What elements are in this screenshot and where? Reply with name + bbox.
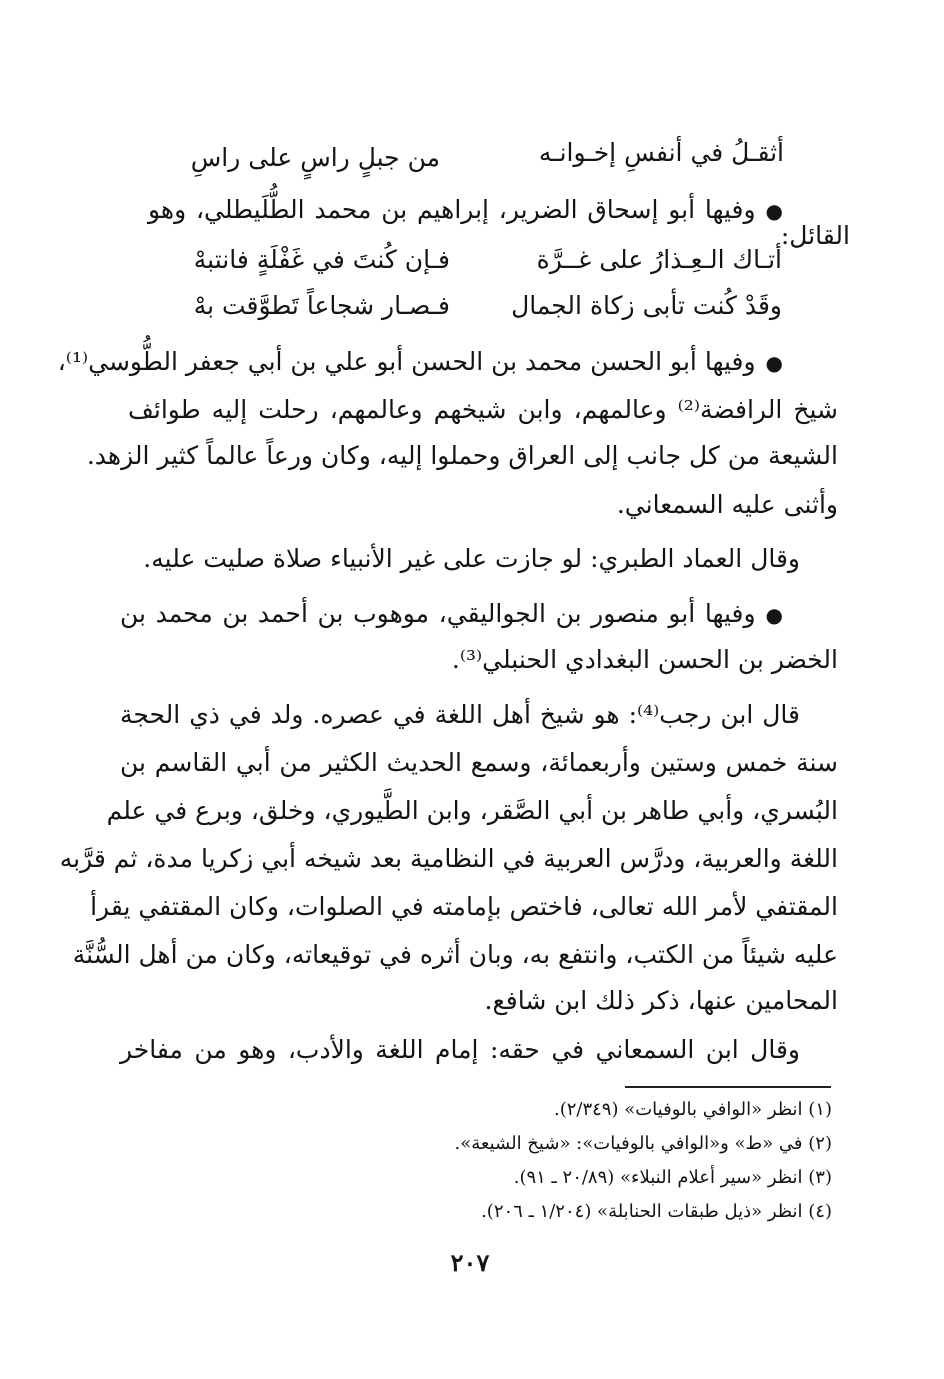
poem-second-half: من جبلٍ راسٍ على راسِ — [190, 143, 440, 172]
entry-tusi-line-2: شيخ الرافضة⁽²⁾ وعالمهم، وابن شيخهم وعالمهم، رحلت إليه طوائف — [128, 395, 838, 424]
rajab-line-6: عليه شيئاً من الكتب، وانتفع به، وبان أثره في توقيعاته، وكان من أهل السُّنَّة — [72, 940, 838, 969]
rajab-line-5: المقتفي لأمر الله تعالى، فاختص بإمامته في الصلوات، وكان المقتفي يقرأ — [90, 892, 838, 921]
verse2-first-half: وقَدْ كُنت تأبى زكاة الجمال — [511, 291, 782, 320]
rajab-line-1: قال ابن رجب⁽⁴⁾: هو شيخ أهل اللغة في عصره. ولد في ذي الحجة — [120, 700, 800, 729]
entry-tusi-line-4: وأثنى عليه السمعاني. — [616, 490, 838, 519]
entry-tusi-line-1: ●وفيها أبو الحسن محمد بن الحسن أبو علي بن أبي جعفر الطُّوسي⁽¹⁾، — [128, 342, 783, 383]
rajab-line-2: سنة خمس وستين وأربعمائة، وسمع الحديث الكثير من أبي القاسم بن — [120, 748, 838, 777]
entry-tusi-line-3: الشيعة من كل جانب إلى العراق وحملوا إليه، وكان ورعاً عالماً كثير الزهد. — [86, 441, 838, 470]
footnote-divider — [625, 1086, 831, 1088]
side-label-speaker: القائل: — [780, 221, 850, 250]
tabari-quote: وقال العماد الطبري: لو جازت على غير الأنبياء صلاة صليت عليه. — [143, 544, 800, 573]
verse1-first-half: أتـاك الـعِـذارُ على غــرَّة — [536, 245, 782, 274]
bullet-icon: ● — [765, 603, 783, 627]
rajab-line-7: المحامين عنها، ذكر ذلك ابن شافع. — [484, 986, 838, 1015]
rajab-line-3: البُسري، وأبي طاهر بن أبي الصَّقر، وابن الطَّيوري، وخلق، وبرع في علم — [106, 796, 838, 825]
page-number: ٢٠٧ — [450, 1248, 490, 1277]
entry-jawaliqi-line-2: الخضر بن الحسن البغدادي الحنبلي⁽³⁾. — [451, 645, 838, 674]
footnote-4: (٤) انظر «ذيل طبقات الحنابلة» (١/٢٠٤ ـ ٢٠٦). — [481, 1201, 832, 1222]
entry-tulaytuli-text: ●وفيها أبو إسحاق الضرير، إبراهيم بن محمد الطُّلَيطلي، وهو — [148, 190, 783, 231]
verse1-second-half: فـإن كُنتَ في غَفْلَةٍ فانتبهْ — [193, 245, 450, 274]
entry-jawaliqi-line-1: ●وفيها أبو منصور بن الجواليقي، موهوب بن أحمد بن محمد بن — [120, 594, 783, 635]
footnote-1: (١) انظر «الوافي بالوفيات» (٢/٣٤٩). — [553, 1099, 832, 1120]
bullet-icon: ● — [765, 351, 783, 375]
verse2-second-half: فـصـار شجاعاً تَطوَّقت بهْ — [193, 291, 450, 320]
footnote-2: (٢) في «ط» و«الوافي بالوفيات»: «شيخ الشيعة». — [454, 1133, 832, 1154]
samani-line: وقال ابن السمعاني في حقه: إمام اللغة والأدب، وهو من مفاخر — [120, 1035, 800, 1064]
footnote-3: (٣) انظر «سير أعلام النبلاء» (٢٠/٨٩ ـ ٩١). — [513, 1167, 832, 1188]
rajab-line-4: اللغة والعربية، ودرَّس العربية في النظامية بعد شيخه أبي زكريا مدة، ثم قرَّبه — [59, 844, 838, 873]
bullet-icon: ● — [765, 199, 783, 223]
poem-first-half: أثقـلُ في أنفسِ إخـوانـه — [538, 138, 784, 167]
